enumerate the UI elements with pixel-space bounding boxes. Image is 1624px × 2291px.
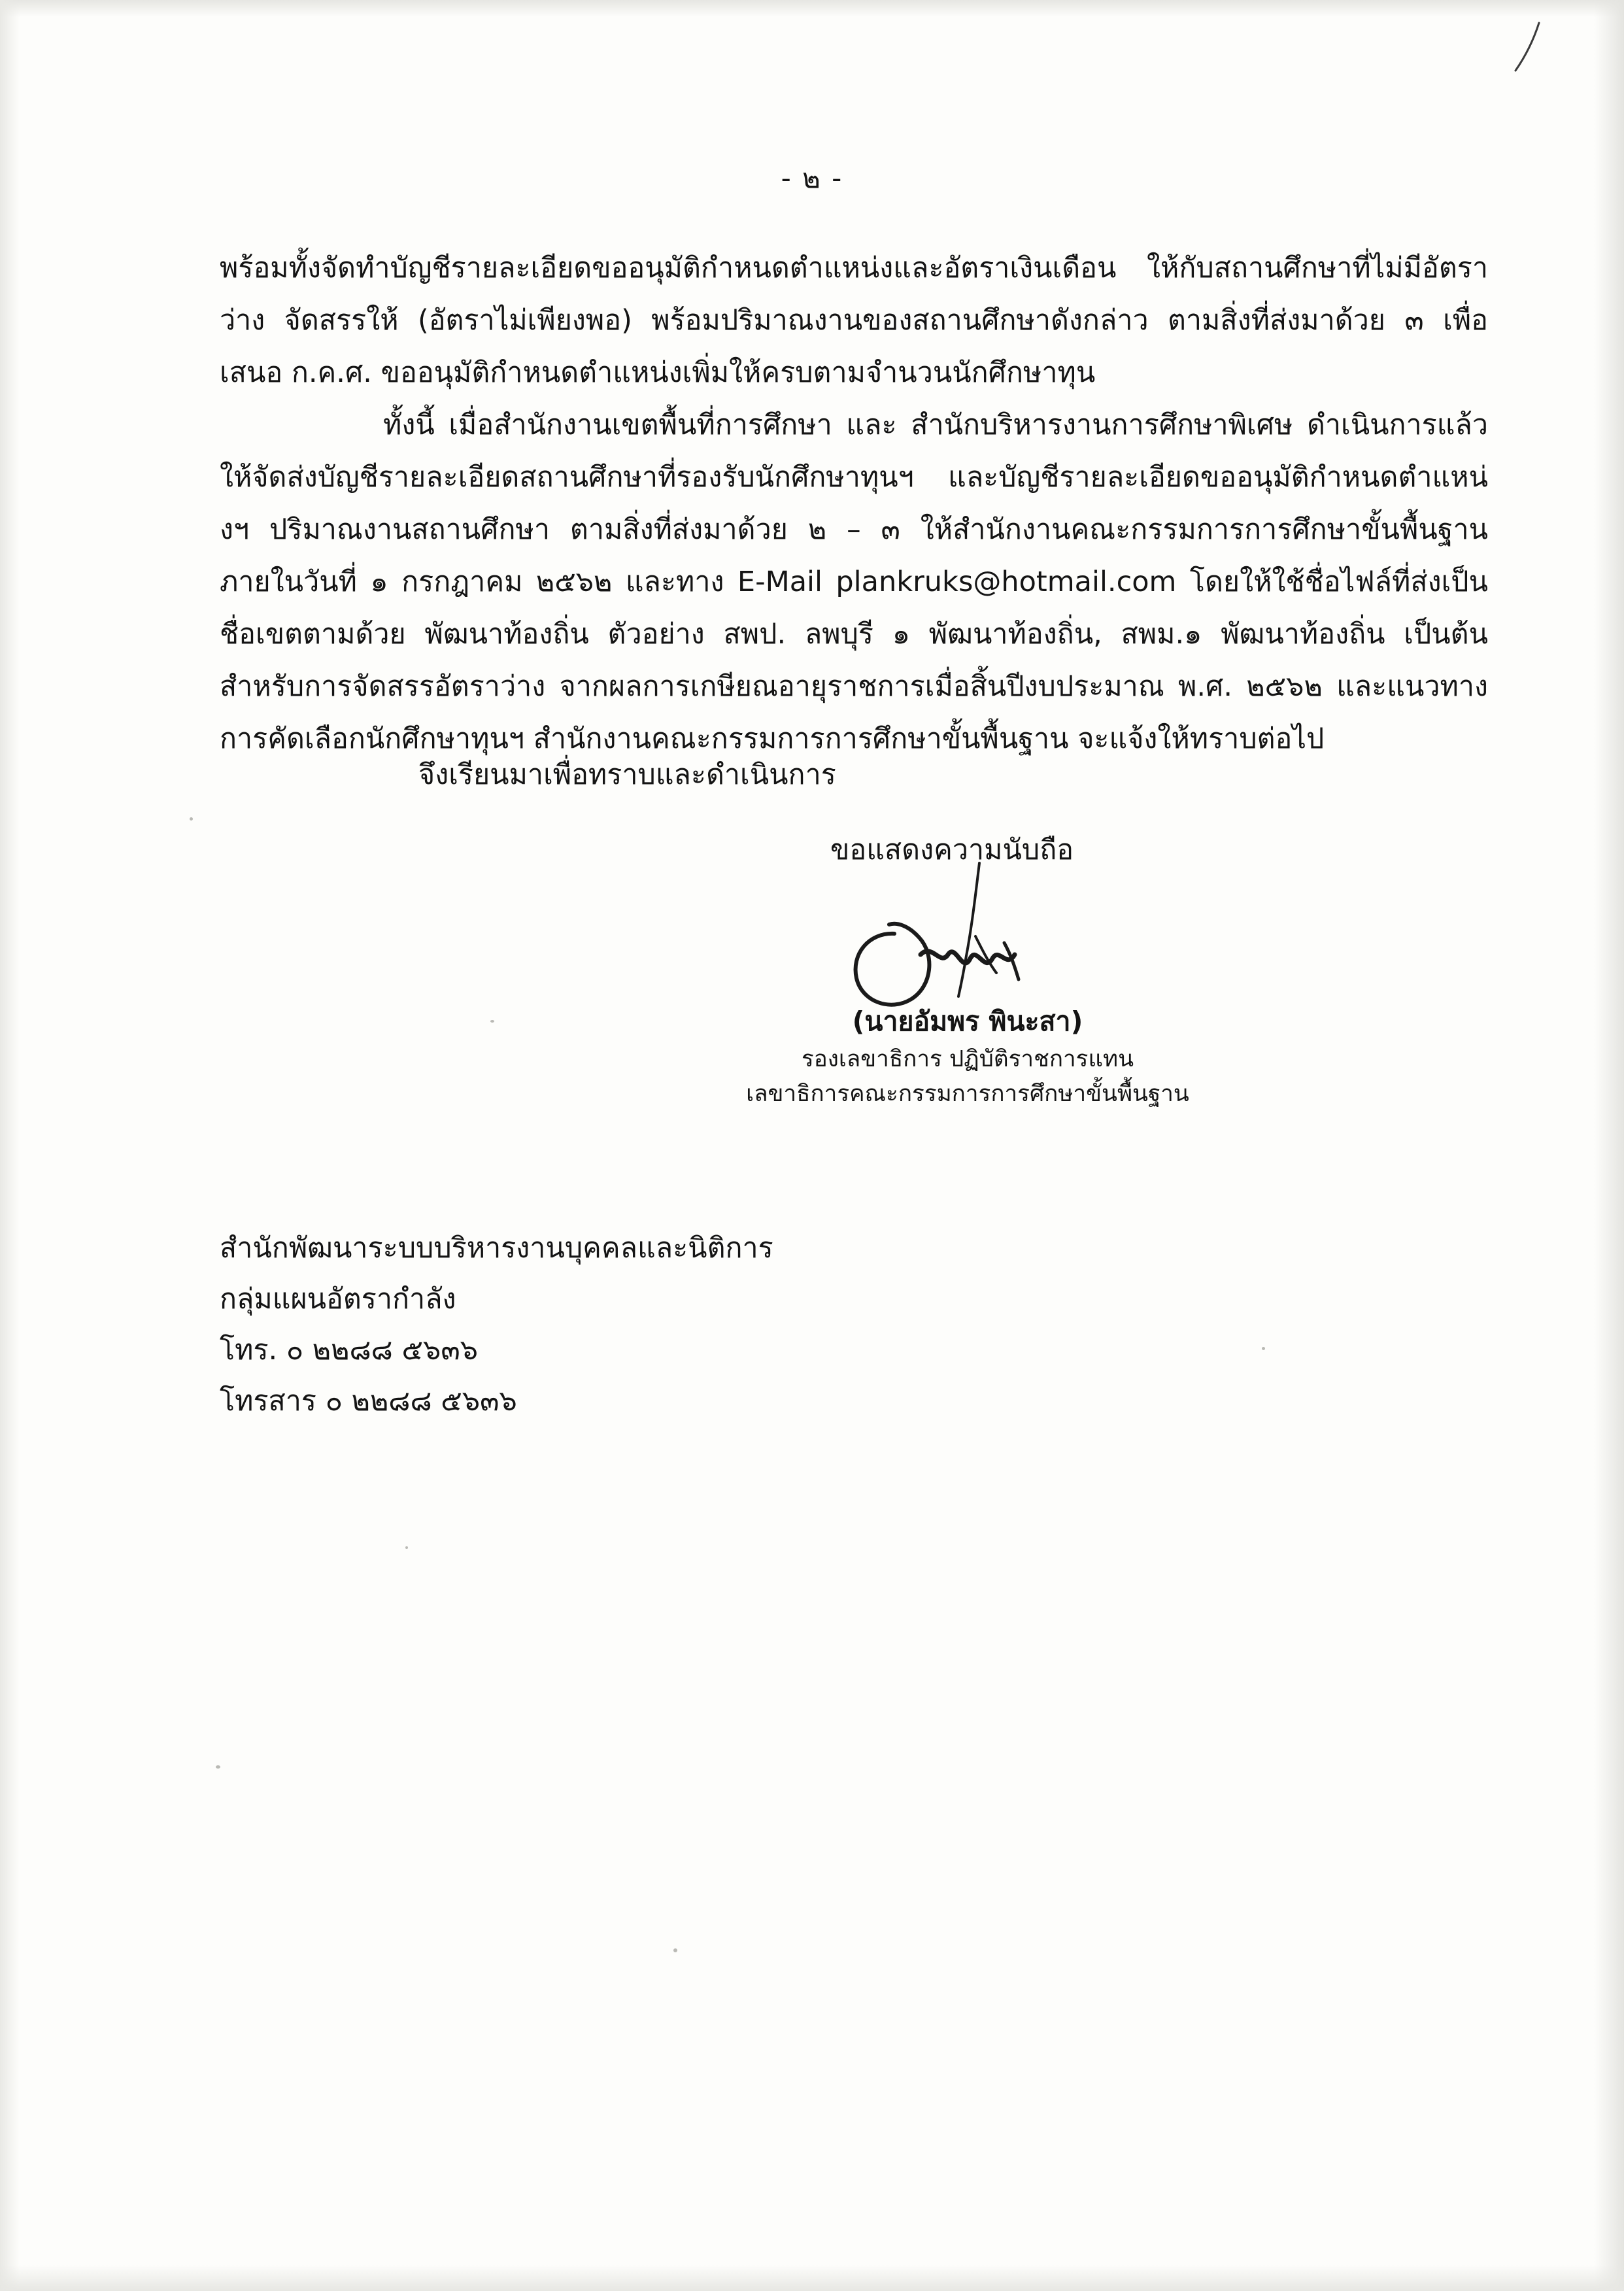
footer-phone: โทร. ๐ ๒๒๘๘ ๕๖๓๖ bbox=[220, 1334, 479, 1366]
footer-contact-block bbox=[220, 1223, 773, 1427]
page-number: - ๒ - bbox=[781, 162, 843, 194]
scan-speck bbox=[216, 1765, 220, 1769]
scan-speck bbox=[1262, 1347, 1265, 1350]
scan-speck bbox=[405, 1546, 408, 1549]
scan-edge-left bbox=[0, 0, 20, 2291]
paragraph-2-text: ทั้งนี้ เมื่อสำนักงานเขตพื้นที่การศึกษา และ สำนักบริหารงานการศึกษาพิเศษ ดำเนินการแล้ว ให้จัดส่งบัญชีรายละเอียดสถานศึกษาที่รองรับนักศึกษาทุนฯ และบัญชีรายละเอียดขออนุมัติกำหนดตำแหน่งฯ ปริมาณงานสถานศึกษา ตามสิ่งที่ส่งมาด้วย ๒ – ๓ ให้สำนักงานคณะกรรมการการศึกษาขั้นพื้นฐาน ภายในวันที่ ๑ กรกฎาคม ๒๕๖๒ และทาง E-Mail plankruks@hotmail.com โดยให้ใช้ชื่อไฟล์ที่ส่งเป็นชื่อเขตตามด้วย พัฒนาท้องถิ่น ตัวอย่าง สพป. ลพบุรี ๑ พัฒนาท้องถิ่น, สพม.๑ พัฒนาท้องถิ่น เป็นต้น สำหรับการจัดสรรอัตราว่าง จากผลการเกษียณอายุราชการเมื่อสิ้นปีงบประมาณ พ.ศ. ๒๕๖๒ และแนวทางการคัดเลือกนักศึกษาทุนฯ สำนักงานคณะกรรมการการศึกษาขั้นพื้นฐาน จะแจ้งให้ทราบต่อไป bbox=[220, 409, 1488, 755]
footer-division-name: กลุ่มแผนอัตรากำลัง bbox=[220, 1283, 456, 1315]
regards-line: ขอแสดงความนับถือ bbox=[830, 834, 1074, 866]
signer-role-line-1: รองเลขาธิการ ปฏิบัติราชการแทน bbox=[801, 1046, 1134, 1072]
footer-office-name: สำนักพัฒนาระบบบริหารงานบุคคลและนิติการ bbox=[220, 1232, 773, 1264]
corner-pen-mark-icon bbox=[1493, 20, 1546, 78]
scan-edge-top bbox=[0, 0, 1624, 17]
scan-speck bbox=[490, 1020, 494, 1023]
signer-role-line-2: เลขาธิการคณะกรรมการการศึกษาขั้นพื้นฐาน bbox=[746, 1081, 1189, 1107]
signer-name: (นายอัมพร พินะสา) bbox=[852, 1006, 1083, 1037]
scan-speck bbox=[190, 817, 193, 821]
paragraph-1 bbox=[220, 242, 1488, 399]
closing-line: จึงเรียนมาเพื่อทราบและดำเนินการ bbox=[418, 758, 836, 791]
scan-edge-bottom bbox=[0, 2265, 1624, 2291]
footer-fax: โทรสาร ๐ ๒๒๘๘ ๕๖๓๖ bbox=[220, 1385, 517, 1417]
scan-speck bbox=[673, 1948, 677, 1952]
document-body bbox=[220, 242, 1488, 765]
scan-edge-right bbox=[1594, 0, 1624, 2291]
paragraph-2 bbox=[220, 399, 1488, 765]
paragraph-1-text: พร้อมทั้งจัดทำบัญชีรายละเอียดขออนุมัติกำหนดตำแหน่งและอัตราเงินเดือน ให้กับสถานศึกษาที่ไม่มีอัตราว่าง จัดสรรให้ (อัตราไม่เพียงพอ) พร้อมปริมาณงานของสถานศึกษาดังกล่าว ตามสิ่งที่ส่งมาด้วย ๓ เพื่อเสนอ ก.ค.ศ. ขออนุมัติกำหนดตำแหน่งเพิ่มให้ครบตามจำนวนนักศึกษาทุน bbox=[220, 252, 1488, 389]
